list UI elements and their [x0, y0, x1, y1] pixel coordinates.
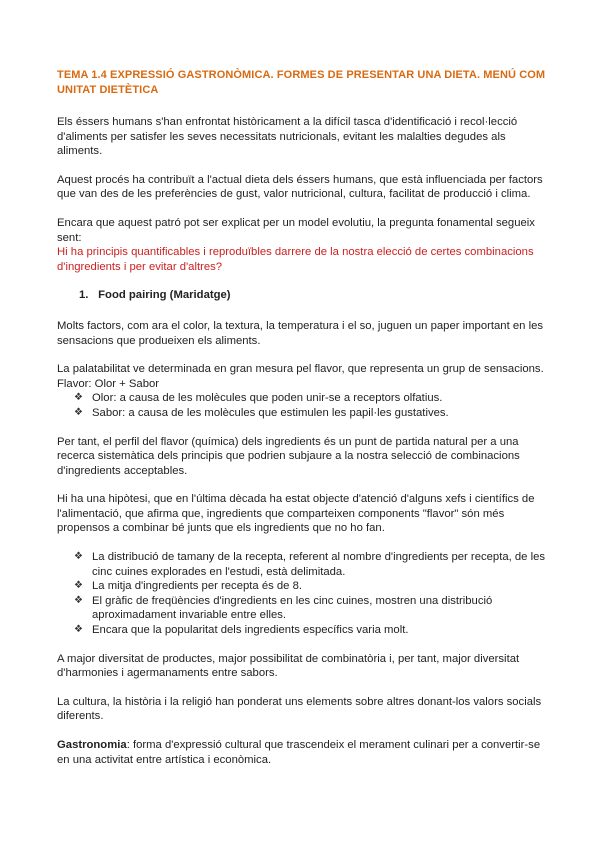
- diamond-bullet-icon: ❖: [74, 392, 83, 404]
- diversity-paragraph: A major diversitat de productes, major possibilitat de combinatòria i, per tant, major diversitat d'harmonies i agermanaments entre sabors.: [57, 652, 520, 680]
- list-item-text: Olor: a causa de les molècules que poden unir-se a receptors olfatius.: [92, 392, 443, 405]
- list-item: [57, 594, 547, 623]
- document-page: [57, 68, 547, 781]
- list-item: [57, 579, 547, 594]
- list-item: [57, 391, 547, 406]
- gastronomia-term: Gastronomia: [57, 739, 127, 751]
- list-item: [57, 623, 547, 638]
- gastronomia-definition: : forma d'expressió cultural que trascendeix el merament culinari per a convertir-se en una activitat entre artística i econòmica.: [57, 739, 541, 766]
- intro-paragraph-3: [57, 216, 547, 274]
- intro-paragraph-1: Els éssers humans s'han enfrontat històricament a la difícil tasca d'identificació i recol·lecció d'aliments per satisfer les seves necessitats nutricionals, evitant les malalties degudes als aliments.: [57, 116, 518, 158]
- list-item: [57, 406, 547, 421]
- list-item: [57, 550, 547, 579]
- gastronomia-paragraph: [57, 738, 547, 767]
- list-item-text: Sabor: a causa de les molècules que estimulen les papil·les gustatives.: [92, 406, 449, 419]
- key-question: Hi ha principis quantificables i reproduïbles darrere de la nostra elecció de certes combinacions d'ingredients i per evitar d'altres?: [57, 246, 534, 273]
- list-item-text: La distribució de tamany de la recepta, referent al nombre d'ingredients per recepta, de les cinc cuines explorades en l'estudi, està delimitada.: [92, 551, 546, 578]
- diamond-bullet-icon: ❖: [74, 551, 83, 563]
- list-item-text: El gràfic de freqüències d'ingredients en les cinc cuines, mostren una distribució aproximadament invariable entre elles.: [92, 594, 493, 622]
- food-pairing-paragraph-1: Molts factors, com ara el color, la textura, la temperatura i el so, juguen un paper important en les sensacions que produeixen els aliments.: [57, 319, 544, 347]
- culture-paragraph: La cultura, la història i la religió han ponderat uns elements sobre altres donant-los valors socials diferents.: [57, 695, 542, 723]
- list-item-text: La mitja d'ingredients per recepta és de 8.: [92, 580, 303, 593]
- diamond-bullet-icon: ❖: [74, 580, 83, 592]
- study-findings-list: [57, 550, 547, 638]
- flavor-definition: Flavor: Olor + Sabor: [57, 377, 160, 390]
- intro-paragraph-3-text: Encara que aquest patró pot ser explicat per un model evolutiu, la pregunta fonamental segueix sent:: [57, 216, 535, 244]
- section-title: Food pairing (Maridatge): [98, 289, 231, 302]
- hypothesis-paragraph: Hi ha una hipòtesi, que en l'última dècada ha estat objecte d'atenció d'alguns xefs i científics de l'alimentació, que afirma que, ingredients que comparteixen components "flavor" són més propensos a combinar bé junts que els ingredients que no ho fan.: [57, 493, 535, 535]
- section-number: 1.: [79, 289, 89, 302]
- diamond-bullet-icon: ❖: [74, 594, 83, 606]
- flavor-profile-paragraph: Per tant, el perfil del flavor (química) dels ingredients és un punt de partida natural per a una recerca sistemàtica dels principis que podrien subjaure a la nostra selecció de combinacions d'ingredients acceptables.: [57, 435, 520, 477]
- diamond-bullet-icon: ❖: [74, 406, 83, 418]
- document-title: TEMA 1.4 EXPRESSIÓ GASTRONÒMICA. FORMES DE PRESENTAR UNA DIETA. MENÚ COM UNITAT DIETÈTICA: [57, 69, 546, 96]
- section-heading-food-pairing: [57, 288, 547, 303]
- palatability-paragraph: [57, 362, 547, 391]
- palatability-text: La palatabilitat ve determinada en gran mesura pel flavor, que representa un grup de sensacions.: [57, 363, 544, 376]
- intro-paragraph-2: Aquest procés ha contribuït a l'actual dieta dels éssers humans, que està influenciada per factors que van des de les preferències de gust, valor nutricional, cultura, facilitat de producció i clima.: [57, 173, 543, 201]
- flavor-list: [57, 391, 547, 420]
- list-item-text: Encara que la popularitat dels ingredients específics varia molt.: [92, 624, 409, 637]
- diamond-bullet-icon: ❖: [74, 624, 83, 636]
